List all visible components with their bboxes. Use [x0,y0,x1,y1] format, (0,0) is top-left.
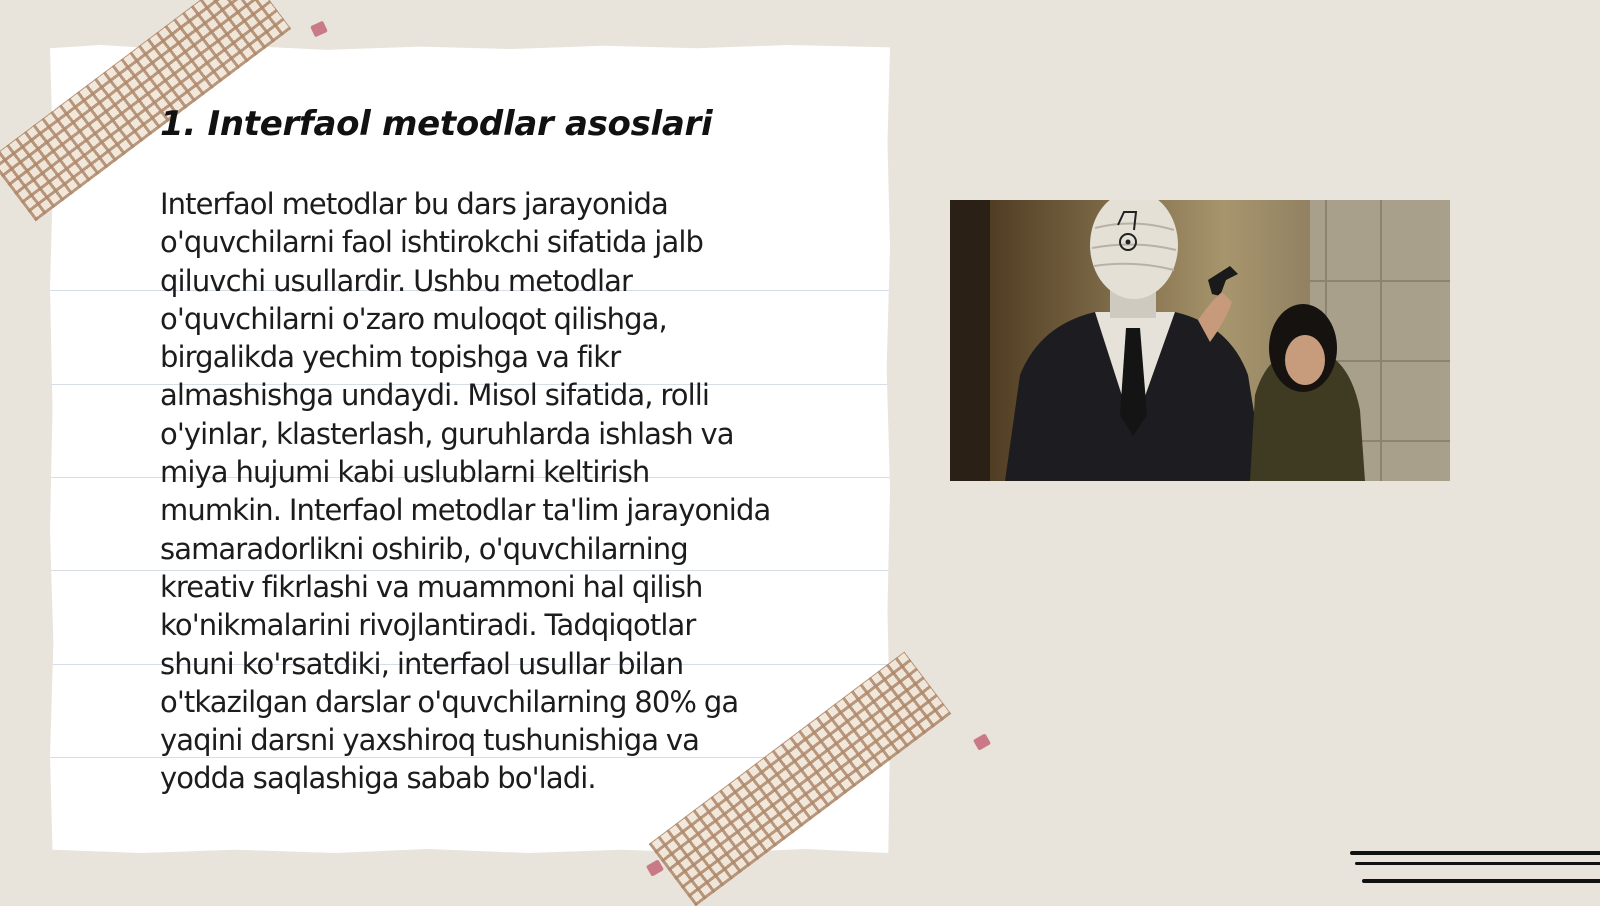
body-line: o'quvchilarni o'zaro muloqot qilishga, [160,301,667,336]
body-line: samaradorlikni oshirib, o'quvchilarning [160,531,688,566]
pin-tip [310,21,328,38]
slide-body-text [160,185,860,798]
body-line: o'tkazilgan darslar o'quvchilarning 80% ga [160,684,739,719]
body-line: Interfaol metodlar bu dars jarayonida [160,187,668,221]
body-line: ko'nikmalarini rivojlantiradi. Tadqiqotlar [160,608,696,643]
body-line: miya hujumi kabi uslublarni keltirish [160,455,650,490]
decorative-brush-stroke [1355,862,1600,865]
slide-heading: 1. Interfaol metodlar asoslari [160,104,713,144]
body-line: qiluvchi usullardir. Ushbu metodlar [160,263,633,298]
decorative-brush-stroke [1362,879,1600,883]
slide-photo [950,200,1450,481]
body-line: mumkin. Interfaol metodlar ta'lim jarayonida [160,493,771,528]
photo-illustration [950,200,1450,481]
decorative-brush-stroke [1350,851,1600,855]
body-line: yaqini darsni yaxshiroq tushunishiga va [160,723,700,758]
body-line: kreativ fikrlashi va muammoni hal qilish [160,569,703,604]
body-line: shuni ko'rsatdiki, interfaol usullar bilan [160,646,684,681]
body-line: yodda saqlashiga sabab bo'ladi. [160,761,596,796]
body-line: almashishga undaydi. Misol sifatida, rolli [160,378,710,413]
body-line: o'quvchilarni faol ishtirokchi sifatida jalb [160,225,704,260]
pin-tip [973,733,991,750]
body-line: o'yinlar, klasterlash, guruhlarda ishlash va [160,416,734,451]
body-line: birgalikda yechim topishga va fikr [160,340,621,375]
